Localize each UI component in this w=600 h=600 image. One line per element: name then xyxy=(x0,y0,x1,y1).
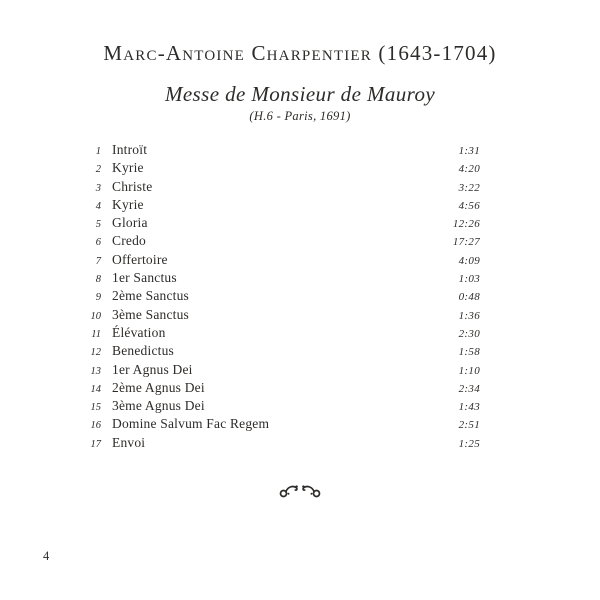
track-title: Christe xyxy=(112,178,153,194)
track-row xyxy=(88,362,480,380)
track-number: 4 xyxy=(95,200,101,212)
track-row xyxy=(88,398,480,416)
track-row xyxy=(88,325,480,343)
track-number: 9 xyxy=(95,292,101,304)
track-title: Credo xyxy=(112,233,146,249)
track-time: 1:36 xyxy=(458,309,480,322)
track-row xyxy=(88,160,480,178)
track-row xyxy=(88,197,480,215)
track-row xyxy=(88,252,480,270)
track-row xyxy=(88,343,480,361)
track-title: Offertoire xyxy=(112,251,168,267)
track-title: 1er Agnus Dei xyxy=(112,361,193,377)
track-row xyxy=(88,270,480,288)
track-title: Élévation xyxy=(112,324,166,340)
track-number: 12 xyxy=(90,347,101,359)
track-row xyxy=(88,435,480,453)
track-number: 14 xyxy=(90,383,101,395)
work-title: Messe de Monsieur de Mauroy xyxy=(164,82,436,106)
track-row xyxy=(88,416,480,434)
track-title: Kyrie xyxy=(112,160,144,176)
track-number: 15 xyxy=(90,402,101,414)
track-row xyxy=(88,215,480,233)
track-number: 13 xyxy=(90,365,101,377)
track-title: 3ème Agnus Dei xyxy=(112,398,205,414)
track-time: 1:10 xyxy=(458,364,480,377)
track-number: 5 xyxy=(95,219,101,231)
track-number: 2 xyxy=(95,164,101,176)
track-time: 0:48 xyxy=(458,291,480,304)
track-row xyxy=(88,233,480,251)
track-time: 2:30 xyxy=(458,327,480,340)
track-title: 2ème Sanctus xyxy=(112,288,190,304)
track-time: 4:09 xyxy=(458,254,480,267)
track-row xyxy=(88,288,480,306)
track-number: 6 xyxy=(95,237,101,249)
track-title: 2ème Agnus Dei xyxy=(112,379,205,395)
track-number: 7 xyxy=(95,255,101,267)
track-number: 11 xyxy=(91,328,101,340)
composer-title: Marc-Antoine Charpentier (1643-1704) xyxy=(103,41,497,65)
ornament-container xyxy=(0,483,600,504)
track-title: Envoi xyxy=(112,434,146,450)
track-number: 8 xyxy=(95,274,101,286)
fleuron-ornament-icon xyxy=(277,486,323,503)
track-title: Gloria xyxy=(112,215,148,231)
track-title: 3ème Sanctus xyxy=(112,306,190,322)
track-title: Introït xyxy=(112,142,148,157)
track-row xyxy=(88,380,480,398)
track-time: 3:22 xyxy=(458,181,480,194)
track-time: 4:20 xyxy=(458,163,480,176)
track-time: 4:56 xyxy=(458,199,480,212)
catalog-line: (H.6 - Paris, 1691) xyxy=(249,109,351,123)
track-time: 1:58 xyxy=(458,346,480,359)
track-row xyxy=(88,179,480,197)
track-number: 16 xyxy=(90,420,101,432)
track-time: 2:51 xyxy=(458,419,480,432)
track-time: 12:26 xyxy=(452,218,480,231)
track-time: 17:27 xyxy=(452,236,480,249)
track-number: 1 xyxy=(95,146,101,157)
track-time: 1:43 xyxy=(458,401,480,414)
track-time: 1:25 xyxy=(458,437,480,450)
page-number: 4 xyxy=(43,549,50,563)
track-title: Domine Salvum Fac Regem xyxy=(112,416,270,432)
track-time: 1:31 xyxy=(458,145,480,157)
track-number: 3 xyxy=(95,182,101,194)
track-number: 10 xyxy=(90,310,101,322)
track-title: Benedictus xyxy=(112,343,174,359)
track-row xyxy=(88,142,480,160)
track-time: 1:03 xyxy=(458,273,480,286)
track-row xyxy=(88,307,480,325)
track-list xyxy=(88,142,480,453)
track-number: 17 xyxy=(90,438,101,450)
track-title: Kyrie xyxy=(112,196,144,212)
track-time: 2:34 xyxy=(458,382,480,395)
track-title: 1er Sanctus xyxy=(112,270,177,286)
